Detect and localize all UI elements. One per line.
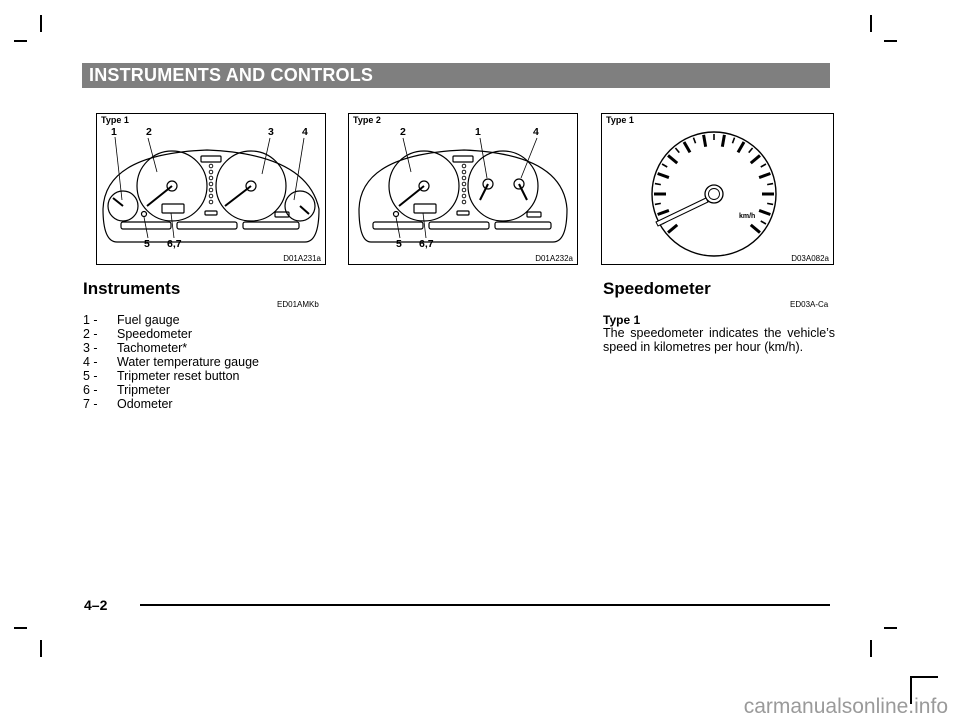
figure-cluster-type2	[348, 113, 578, 265]
callout-label: 6,7	[167, 238, 182, 250]
list-item: 4 - Water temperature gauge	[83, 355, 259, 369]
crop-mark	[870, 640, 872, 657]
crop-mark	[870, 15, 872, 32]
speedometer-tick	[655, 184, 661, 185]
callout-label: 1	[111, 126, 117, 138]
callout-label: 4	[533, 126, 539, 138]
footer-rule	[140, 604, 830, 606]
callout-label: 3	[268, 126, 274, 138]
unit-label: km/h	[739, 213, 756, 220]
list-item: 6 - Tripmeter	[83, 383, 171, 397]
figure-code: D01A232a	[535, 254, 573, 263]
speedometer-tick	[668, 155, 677, 163]
figure-cluster-type1	[96, 113, 326, 265]
speedometer-illustration	[602, 114, 833, 264]
callout-label: 2	[400, 126, 406, 138]
speedometer-tick	[668, 225, 677, 233]
speedometer-tick	[693, 138, 695, 144]
callout-label: 6,7	[419, 238, 434, 250]
speedometer-tick	[761, 164, 766, 167]
list-item: 2 - Speedometer	[83, 327, 193, 341]
figure-type-label: Type 1	[606, 115, 634, 125]
speedometer-tick	[658, 173, 669, 177]
callout-label: 5	[144, 238, 150, 250]
figure-code: D03A082a	[791, 254, 829, 263]
crop-mark	[884, 627, 897, 629]
speedometer-tick	[684, 142, 690, 152]
instruments-list	[83, 313, 259, 411]
speedometer-tick	[662, 164, 667, 167]
instruments-code: ED01AMKb	[277, 300, 319, 309]
speedometer-subheading: Type 1	[603, 313, 641, 327]
crop-mark	[14, 627, 27, 629]
list-item: 1 - Fuel gauge	[83, 313, 180, 327]
instruments-title: Instruments	[83, 279, 181, 298]
callout-label: 4	[302, 126, 308, 138]
speedometer-tick	[751, 155, 760, 163]
speedometer-tick	[738, 142, 744, 152]
callout-label: 5	[396, 238, 402, 250]
figure-type-label: Type 1	[101, 115, 129, 125]
figure-speedometer-type1	[601, 113, 834, 265]
watermark: carmanualsonline.info	[743, 695, 948, 718]
speedometer-tick	[722, 135, 724, 147]
speedometer-tick	[759, 210, 770, 214]
speedometer-tick	[658, 210, 669, 214]
speedometer-tick	[759, 173, 770, 177]
crop-corner	[910, 676, 938, 678]
speedometer-tick	[761, 221, 766, 224]
callout-label: 2	[146, 126, 152, 138]
cluster-illustration	[349, 114, 577, 264]
crop-mark	[884, 40, 897, 42]
speedometer-tick	[655, 203, 661, 204]
list-item: 3 - Tachometer*	[83, 341, 188, 355]
section-header	[82, 63, 830, 88]
speedometer-tick	[767, 184, 773, 185]
speedometer-tick	[732, 138, 734, 144]
cluster-illustration	[97, 114, 325, 264]
speedometer-title: Speedometer	[603, 279, 711, 298]
speedometer-code: ED03A-Ca	[790, 300, 829, 309]
speedometer-tick	[704, 135, 706, 147]
speedometer-tick	[749, 148, 753, 153]
list-item: 7 - Odometer	[83, 397, 173, 411]
callout-label: 1	[475, 126, 481, 138]
figure-type-label: Type 2	[353, 115, 381, 125]
speedometer-tick	[675, 148, 679, 153]
figure-code: D01A231a	[283, 254, 321, 263]
crop-mark	[40, 15, 42, 32]
speedometer-tick	[751, 225, 760, 233]
speedometer-description: The speedometer indicates the vehicle’s speed in kilometres per hour (km/h).	[603, 326, 835, 354]
page-number: 4–2	[84, 597, 108, 613]
speedometer-tick	[767, 203, 773, 204]
crop-mark	[14, 40, 27, 42]
crop-mark	[40, 640, 42, 657]
section-header-title: INSTRUMENTS AND CONTROLS	[89, 65, 374, 85]
list-item: 5 - Tripmeter reset button	[83, 369, 240, 383]
